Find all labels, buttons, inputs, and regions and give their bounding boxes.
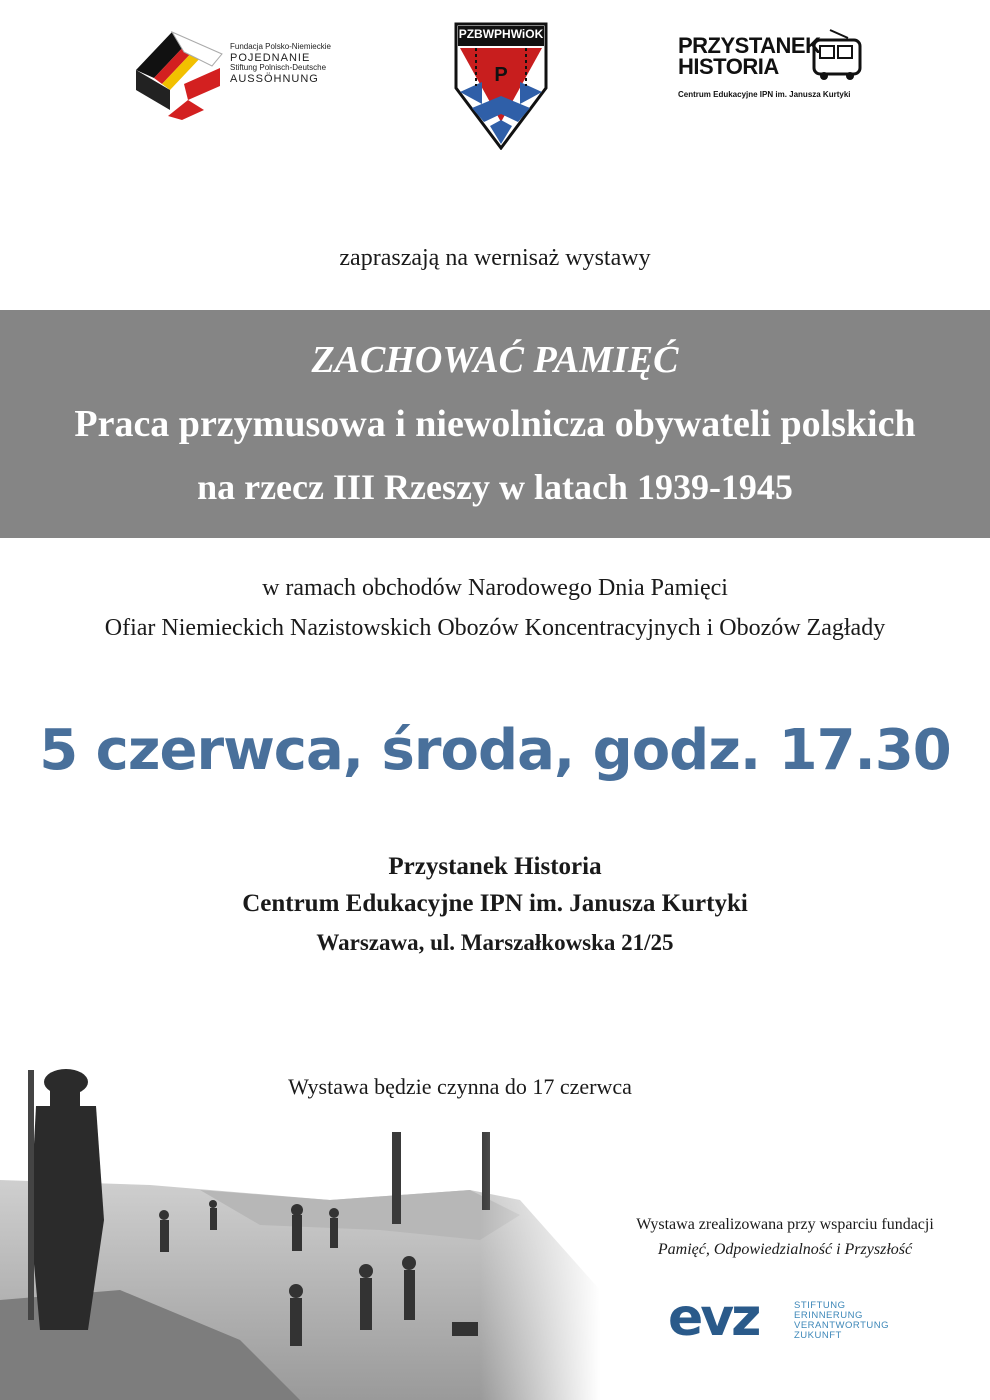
- przystanek-line2: HISTORIA: [678, 53, 779, 79]
- pojednanie-line4: AUSSÖHNUNG: [230, 72, 319, 85]
- venue-block: [0, 848, 990, 961]
- pzb-emblem-letter: P: [494, 64, 508, 86]
- exhibition-title: ZACHOWAĆ PAMIĘĆ: [311, 339, 679, 381]
- event-datetime: 5 czerwca, środa, godz. 17.30: [39, 718, 951, 783]
- przystanek-line1: PRZYSTANEK: [678, 33, 821, 58]
- venue-address: Warszawa, ul. Marszałkowska 21/25: [316, 930, 674, 955]
- evz-mark: evz: [668, 1288, 759, 1348]
- pojednanie-line3: Stiftung Polnisch-Deutsche: [230, 62, 327, 72]
- sponsor-line1: Wystawa zrealizowana przy wsparciu fundacji: [636, 1216, 934, 1233]
- przystanek-subtitle: Centrum Edukacyjne IPN im. Janusza Kurtyki: [678, 90, 851, 99]
- invite-text: zapraszają na wernisaż wystawy: [339, 245, 651, 271]
- exhibition-subtitle-line1: Praca przymusowa i niewolnicza obywateli polskich: [74, 403, 916, 445]
- venue-org: Centrum Edukacyjne IPN im. Janusza Kurtyki: [242, 890, 748, 917]
- context-text: [0, 568, 990, 648]
- open-until-text: Wystawa będzie czynna do 17 czerwca: [288, 1074, 632, 1099]
- pzb-label: PZBWPHWiOK: [458, 27, 544, 41]
- title-banner: [0, 310, 990, 538]
- pzb-shield-logo: [452, 22, 550, 150]
- pojednanie-logo: [132, 26, 342, 122]
- sponsor-note: [610, 1212, 960, 1262]
- evz-line4: ZUKUNFT: [794, 1330, 842, 1341]
- evz-logo: [668, 1288, 889, 1352]
- przystanek-historia-logo: [676, 28, 866, 106]
- context-line1: w ramach obchodów Narodowego Dnia Pamięci: [262, 575, 728, 601]
- evz-line1: STIFTUNG: [794, 1300, 846, 1311]
- venue-name: Przystanek Historia: [388, 853, 602, 880]
- evz-line3: VERANTWORTUNG: [794, 1320, 889, 1331]
- context-line2: Ofiar Niemieckich Nazistowskich Obozów Koncentracyjnych i Obozów Zagłady: [104, 615, 886, 641]
- sponsor-foundation-name: Pamięć, Odpowiedzialność i Przyszłość: [657, 1241, 913, 1258]
- exhibition-subtitle-line2: na rzecz III Rzeszy w latach 1939-1945: [197, 467, 793, 507]
- tram-icon: [808, 28, 866, 84]
- evz-line2: ERINNERUNG: [794, 1310, 863, 1321]
- pojednanie-line1: Fundacja Polsko-Niemieckie: [230, 42, 331, 51]
- pojednanie-emblem-icon: [132, 26, 228, 122]
- pojednanie-line2: POJEDNANIE: [230, 51, 311, 64]
